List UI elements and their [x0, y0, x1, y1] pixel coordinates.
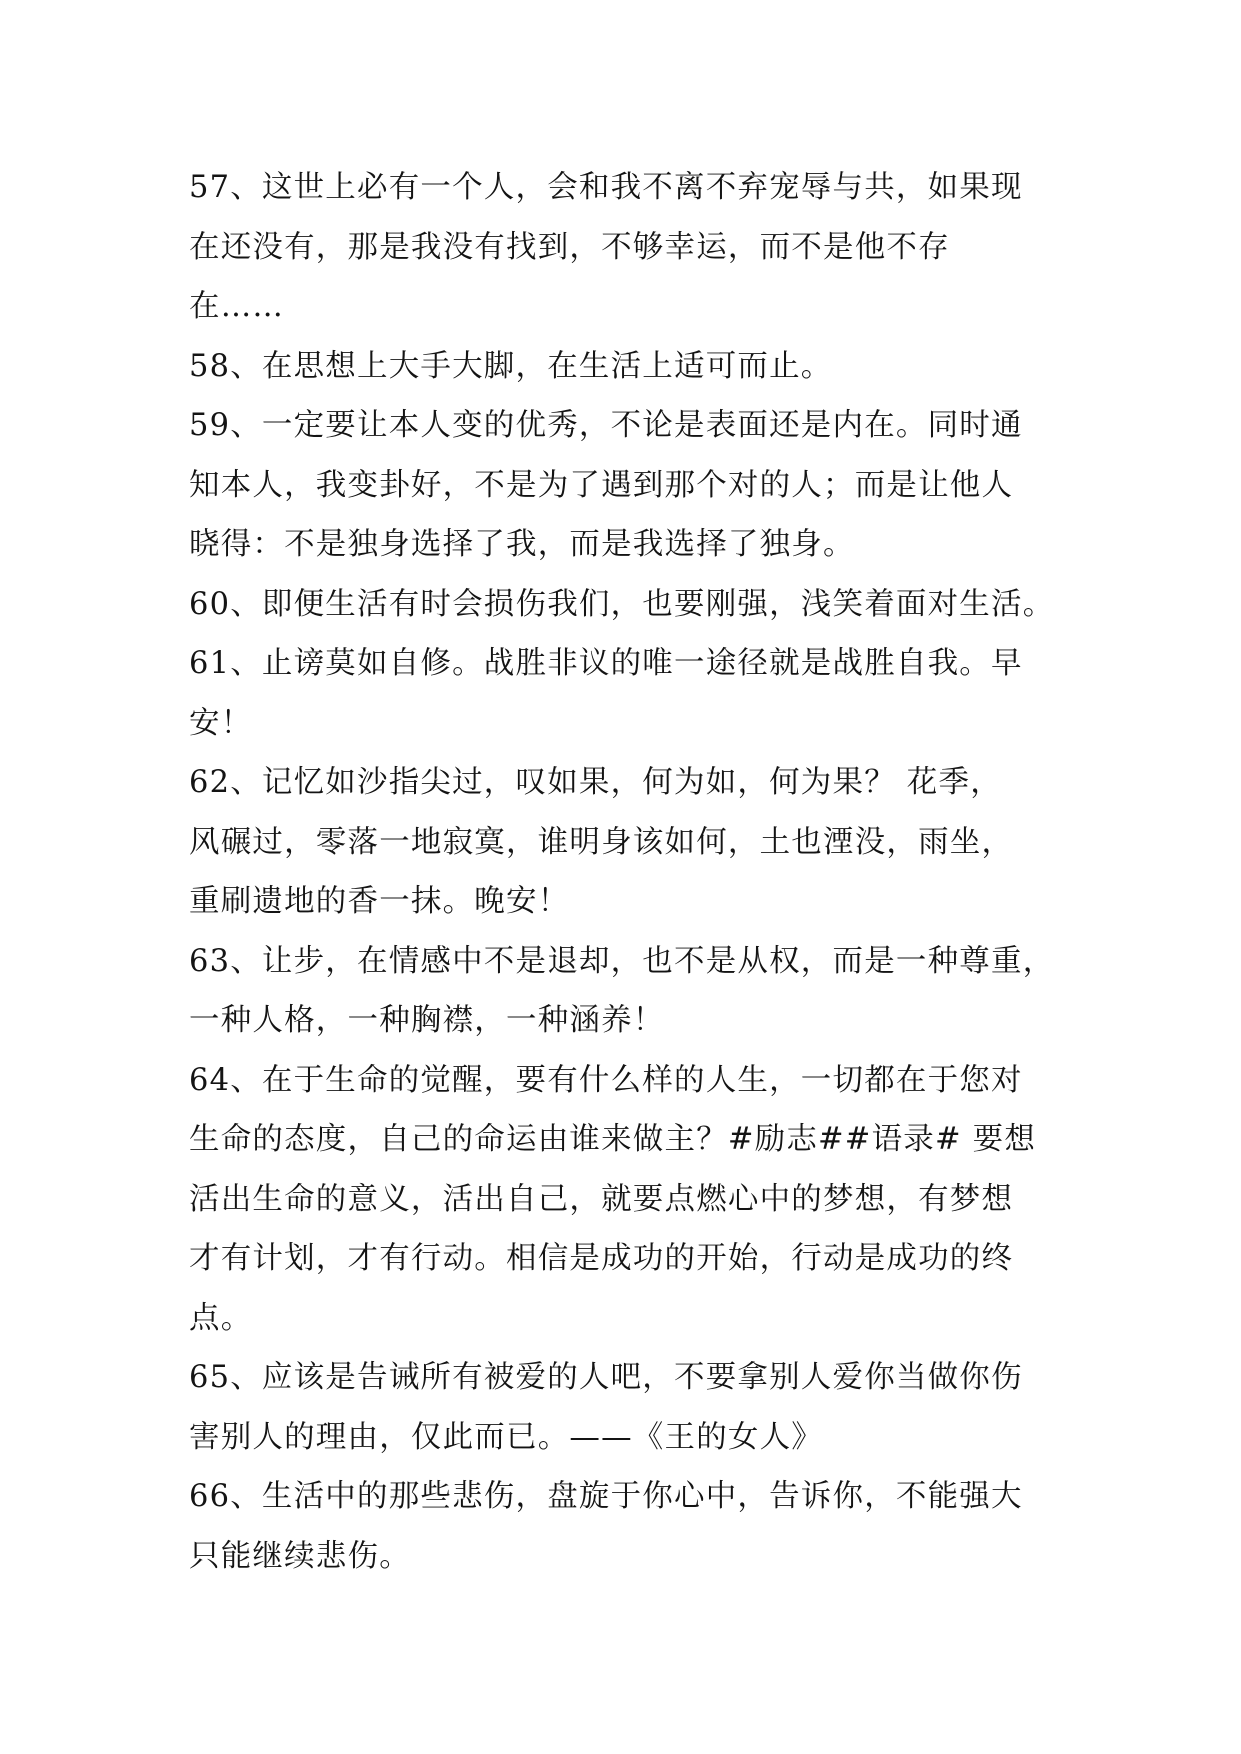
text-line: 59、一定要让本人变的优秀，不论是表面还是内在。同时通 — [189, 408, 1023, 443]
text-line: 安！ — [189, 705, 253, 741]
entry-66 — [189, 1467, 1069, 1586]
text-line: 60、即便生活有时会损伤我们，也要刚强，浅笑着面对生活。 — [189, 586, 1055, 622]
text-line: 重刷遗地的香一抹。晚安！ — [189, 884, 570, 919]
text-line: 害别人的理由，仅此而已。——《王的女人》 — [189, 1419, 823, 1455]
text-line: 61、止谤莫如自修。战胜非议的唯一途径就是战胜自我。早 — [189, 646, 1023, 681]
text-line: 晓得：不是独身选择了我，而是我选择了独身。 — [189, 527, 855, 562]
entry-65 — [189, 1348, 1069, 1467]
entry-62 — [189, 753, 1069, 932]
entry-60 — [189, 575, 1069, 635]
text-line: 62、记忆如沙指尖过，叹如果，何为如，何为果？ 花季， — [189, 765, 1002, 800]
document-body — [189, 158, 1069, 1586]
entry-58 — [189, 337, 1069, 397]
entry-64 — [189, 1051, 1069, 1349]
text-line: 在…… — [189, 289, 285, 324]
text-line: 64、在于生命的觉醒，要有什么样的人生，一切都在于您对 — [189, 1062, 1023, 1098]
entry-63 — [189, 932, 1069, 1051]
text-line: 知本人，我变卦好，不是为了遇到那个对的人；而是让他人 — [189, 467, 1014, 503]
entry-61 — [189, 634, 1069, 753]
text-line: 才有计划，才有行动。相信是成功的开始，行动是成功的终 — [189, 1241, 1014, 1276]
text-line: 点。 — [189, 1300, 253, 1336]
text-line: 63、让步，在情感中不是退却，也不是从权，而是一种尊重， — [189, 943, 1055, 979]
text-line: 在还没有，那是我没有找到，不够幸运，而不是他不存 — [189, 229, 950, 265]
text-line: 57、这世上必有一个人，会和我不离不弃宠辱与共，如果现 — [189, 170, 1023, 205]
text-line: 生命的态度，自己的命运由谁来做主？#励志##语录# 要想 — [189, 1122, 1037, 1157]
text-line: 65、应该是告诫所有被爱的人吧，不要拿别人爱你当做你伤 — [189, 1360, 1023, 1395]
text-line: 66、生活中的那些悲伤，盘旋于你心中，告诉你，不能强大 — [189, 1479, 1023, 1514]
text-line: 一种人格，一种胸襟，一种涵养！ — [189, 1003, 665, 1038]
entry-57 — [189, 158, 1069, 337]
text-line: 风碾过，零落一地寂寞，谁明身该如何，土也湮没，雨坐， — [189, 824, 1014, 860]
entry-59 — [189, 396, 1069, 575]
text-line: 活出生命的意义，活出自己，就要点燃心中的梦想，有梦想 — [189, 1181, 1014, 1217]
text-line: 58、在思想上大手大脚，在生活上适可而止。 — [189, 348, 833, 384]
text-line: 只能继续悲伤。 — [189, 1538, 411, 1574]
